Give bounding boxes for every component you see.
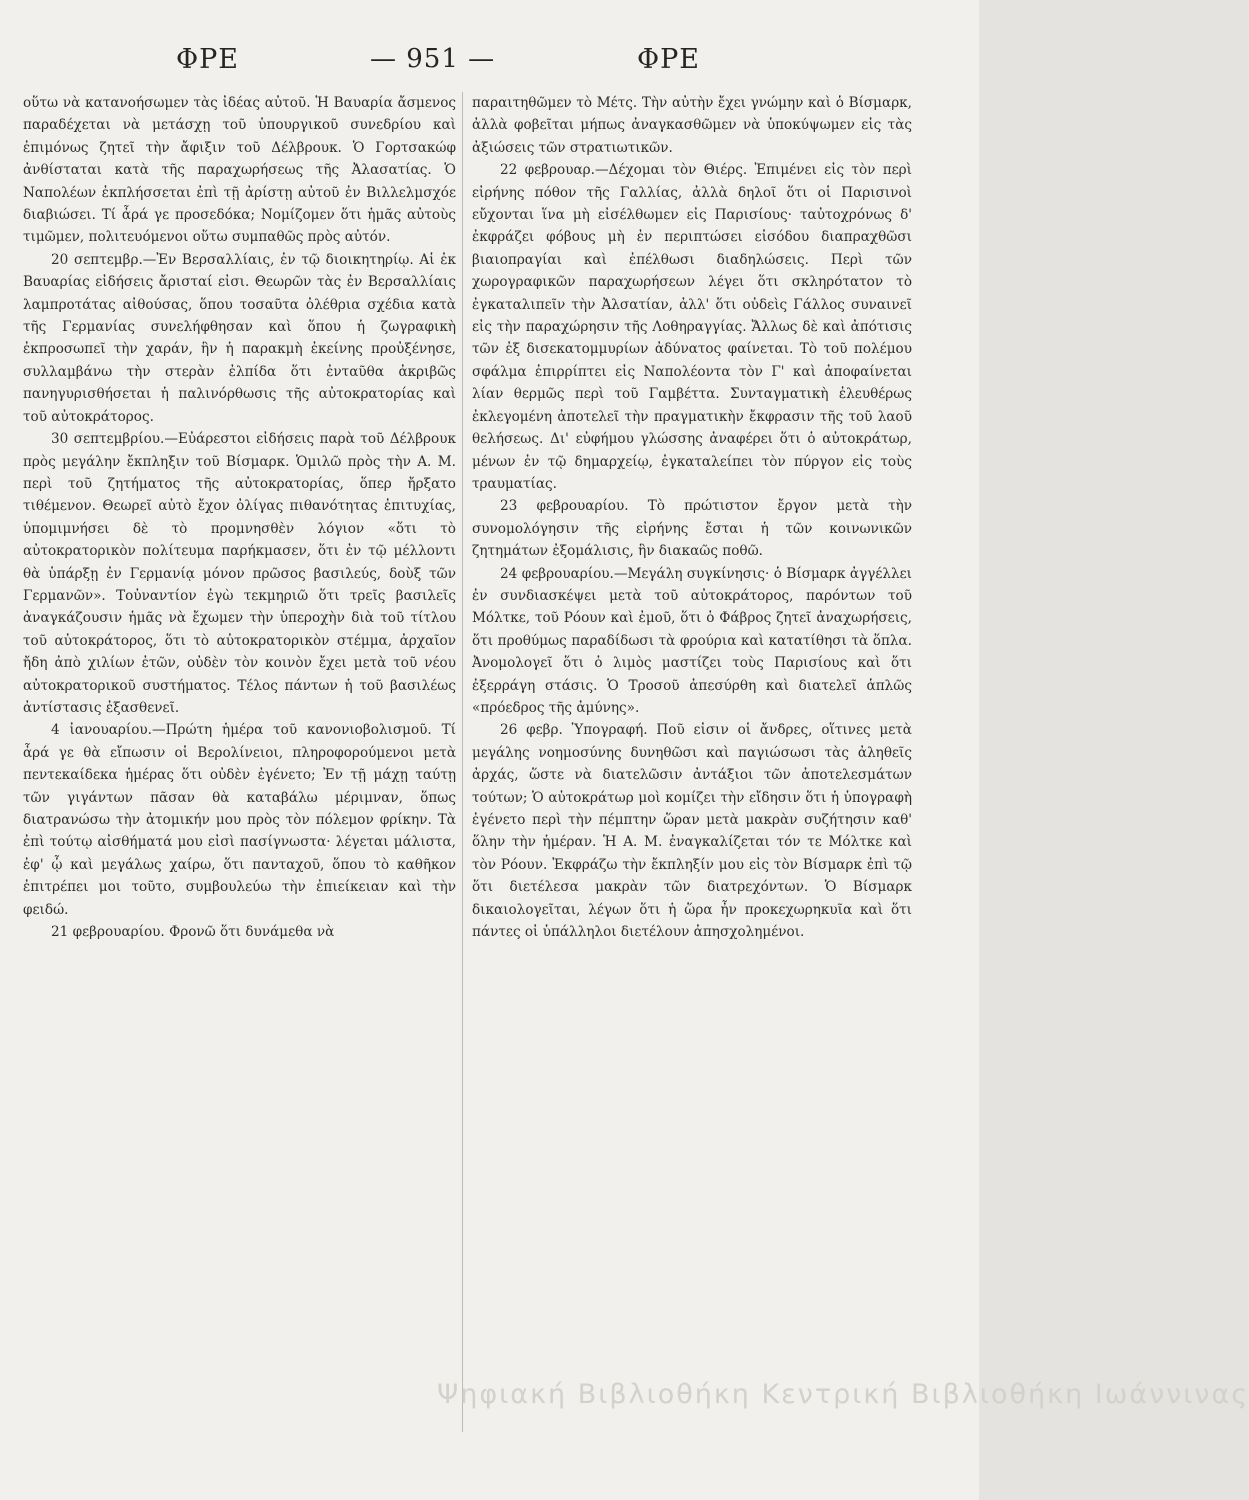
paragraph: 30 σεπτεμβρίου.—Εὐάρεστοι εἰδήσεις παρὰ τοῦ Δέλβρουκ πρὸς μεγάλην ἔκπληξιν τοῦ Βίσμαρκ. Ὁμιλῶ πρὸς τὴν Α. Μ. περὶ τοῦ ζητήματος τῆς αὐτοκρατορίας, ὅπερ ἤρξατο τιθέμενον. Θεωρεῖ αὐτὸ ἔχον ὀλίγας πιθανότητας ἐπιτυχίας, ὑπομιμνήσει δὲ τὸ προμνησθὲν λόγιον «ὅτι τὸ αὐτοκρατορικὸν πολίτευμα παρήκμασεν, ὅτι ἐν τῷ μέλλοντι θὰ ὑπάρξῃ ἐν Γερμανίᾳ μόνον πρῶσος βασιλεύς, δοὺξ τῶν Γερμανῶν». Τοὐναντίον ἐγὼ τεκμηριῶ ὅτι τρεῖς βασιλεῖς ἀναγκάζουσιν ἡμᾶς νὰ ἔχωμεν τὴν ὑπεροχὴν διὰ τοῦ τίτλου τοῦ αὐτοκράτορος, ὅτι τὸ αὐτοκρατορικὸν στέμμα, ἀρχαῖον ἤδη ἀπὸ χιλίων ἐτῶν, οὐδὲν τὸν κοινὸν ἔχει μετὰ τοῦ νέου αὐτοκρατορικοῦ συστήματος. Τέλος πάντων ἡ τοῦ βασιλέως ἀντίστασις ἐξασθενεῖ. [23, 431, 456, 716]
page-number: — 951 — [370, 44, 496, 74]
right-column [472, 92, 912, 1437]
library-watermark: Ψηφιακή Βιβλιοθήκη Κεντρική Βιβλιοθήκη Ιωάννινας [437, 1379, 1249, 1410]
paragraph: 22 φεβρουαρ.—Δέχομαι τὸν Θιέρς. Ἐπιμένει εἰς τὸν περὶ εἰρήνης πόθον τῆς Γαλλίας, ἀλλὰ δηλοῖ ὅτι οἱ Παρισινοὶ εὔχονται ἵνα μὴ εἰσέλθωμεν εἰς Παρισίους· ταὐτοχρόνως δ' ἐκφράζει φόβους μὴ ἐν περιπτώσει εἰσόδου διαπραχθῶσι βιαιοπραγίαι καὶ ἐπέλθωσι διαδηλώσεις. Περὶ τῶν χωρογραφικῶν παραχωρήσεων λέγει ὅτι σκληρότατον τὸ ἐγκαταλιπεῖν τὴν Ἀλσατίαν, ἀλλ' ὅτι οὐδεὶς Γάλλος συναινεῖ εἰς τὴν παραχώρησιν τῆς Λοθηραγγίας. Ἄλλως δὲ καὶ ἀπότισις τῶν ἐξ δισεκατομμυρίων ἀδύνατος φαίνεται. Τὸ τοῦ πολέμου σφάλμα ἐπιρρίπτει εἰς Ναπολέοντα τὸν Γ' καὶ ἀποφαίνεται λίαν θερμῶς περὶ τοῦ Γαμβέττα. Συνταγματικὴ ἐλευθέρως ἐκλεγομένη ἀποτελεῖ τὴν πραγματικὴν ἔκφρασιν τῆς τοῦ λαοῦ θελήσεως. Δι' εὐφήμου γλώσσης ἀναφέρει ὅτι ὁ αὐτοκράτωρ, μένων ἐν τῷ δημαρχείῳ, ἐγκαταλείπει τὸν πύργον εἰς τοὺς τραυματίας. [472, 162, 912, 492]
paragraph: 20 σεπτεμβρ.—Ἐν Βερσαλλίαις, ἐν τῷ διοικητηρίῳ. Αἱ ἐκ Βαυαρίας εἰδήσεις ἄρισταί εἰσι. Θεωρῶν τὰς ἐν Βερσαλλίαις λαμπροτάτας αἰθούσας, ὅπου τοσαῦτα ὀλέθρια σχέδια κατὰ τῆς Γερμανίας συνελήφθησαν καὶ ὅπου ἡ ζωγραφικὴ ἐκπροσωπεῖ τὴν χαράν, ἣν ἡ παρακμὴ ἐκείνης προὐξένησε, συλλαμβάνω τὴν στερὰν ἐλπίδα ὅτι ἐνταῦθα ἀκριβῶς πανηγυρισθήσεται ἡ παλινόρθωσις τῆς αὐτοκρατορίας καὶ τοῦ αὐτοκράτορος. [23, 251, 456, 425]
paragraph: 24 φεβρουαρίου.—Μεγάλη συγκίνησις· ὁ Βίσμαρκ ἀγγέλλει ἐν συνδιασκέψει μετὰ τοῦ αὐτοκράτορος, παρόντων τοῦ Μόλτκε, τοῦ Ρόουν καὶ ἐμοῦ, ὅτι ὁ Φάβρος ζητεῖ ἀναχωρήσεις, ὅτι προθύμως παραδίδωσι τὰ φρούρια καὶ κατατίθησι τὰ ὅπλα. Ἀνομολογεῖ ὅτι ὁ λιμὸς μαστίζει τοὺς Παρισίους καὶ ὅτι ἐξερράγη στάσις. Ὁ Τροσοῦ ἀπεσύρθη καὶ διατελεῖ ἁπλῶς «πρόεδρος τῆς ἀμύνης». [472, 565, 912, 716]
paragraph: παραιτηθῶμεν τὸ Μέτς. Τὴν αὐτὴν ἔχει γνώμην καὶ ὁ Βίσμαρκ, ἀλλὰ φοβεῖται μήπως ἀναγκασθῶμεν νὰ ὑποκύψωμεν εἰς τὰς ἀξιώσεις τῶν στρατιωτικῶν. [472, 95, 912, 156]
paragraph: 23 φεβρουαρίου. Τὸ πρώτιστον ἔργον μετὰ τὴν συνομολόγησιν τῆς εἰρήνης ἔσται ἡ τῶν κοινωνικῶν ζητημάτων ἐξομάλισις, ἣν διακαῶς ποθῶ. [472, 498, 912, 560]
paragraph: οὕτω νὰ κατανοήσωμεν τὰς ἰδέας αὐτοῦ. Ἡ Βαυαρία ἄσμενος παραδέχεται νὰ μετάσχῃ τοῦ ὑπουργικοῦ συνεδρίου καὶ ἐπιμόνως ζητεῖ τὴν ἄφιξιν τοῦ Δέλβρουκ. Ὁ Γορτσακώφ ἀνθίσταται κατὰ τῆς παραχωρήσεως τῆς Ἀλασατίας. Ὁ Ναπολέων ἐκπλήσσεται ἐπὶ τῇ ἀρίστῃ αὐτοῦ ἐν Βιλλελμσχόε διαβιώσει. Τί ἆρά γε προσεδόκα; Νομίζομεν ὅτι ἡμᾶς αὐτοὺς τιμῶμεν, πολιτευόμενοι οὕτω συμπαθῶς πρὸς αὐτόν. [23, 95, 456, 246]
paragraph: 21 φεβρουαρίου. Φρονῶ ὅτι δυνάμεθα νὰ [51, 924, 335, 941]
running-head [0, 44, 979, 84]
header-left-guide-word: ΦΡΕ [176, 44, 240, 75]
header-right-guide-word: ΦΡΕ [637, 44, 701, 75]
left-column [23, 92, 456, 1437]
column-divider [462, 92, 463, 1432]
paragraph: 4 ἰανουαρίου.—Πρώτη ἡμέρα τοῦ κανονιοβολισμοῦ. Τί ἆρά γε θὰ εἴπωσιν οἱ Βερολίνειοι, πληροφορούμενοι μετὰ πεντεκαίδεκα ἡμέρας ὅτι οὐδὲν ἐγένετο; Ἐν τῇ μάχῃ ταύτῃ τῶν γιγάντων πᾶσαν θὰ καταβάλω μέριμναν, ὅπως διατρανώσω τὴν ἀτομικήν μου πρὸς τὸν πόλεμον φρίκην. Τὰ ἐπὶ τούτῳ αἰσθήματά μου εἰσὶ πασίγνωστα· λέγεται μάλιστα, ἐφ' ᾧ καὶ μεγάλως χαίρω, ὅτι πανταχοῦ, ὅπου τὸ καθῆκον ἐπιτρέπει μοι τοῦτο, συμβουλεύω τὴν ἐπιείκειαν καὶ τὴν φειδώ. [23, 722, 456, 918]
paragraph: 26 φεβρ. Ὑπογραφή. Ποῦ εἰσιν οἱ ἄνδρες, οἵτινες μετὰ μεγάλης νοημοσύνης δυνηθῶσι καὶ παγιώσωσι τὰς ἀληθεῖς ἀρχάς, ὥστε νὰ διατελῶσιν ἀντάξιοι τῶν ἀποτελεσμάτων τούτων; Ὁ αὐτοκράτωρ μοὶ κομίζει τὴν εἴδησιν ὅτι ἡ ὑπογραφὴ ἐγένετο περὶ τὴν πέμπτην ὥραν μετὰ μακρὰν συζήτησιν καθ' ὅλην τὴν ἡμέραν. Ἡ Α. Μ. ἐναγκαλίζεται τόν τε Μόλτκε καὶ τὸν Ρόουν. Ἐκφράζω τὴν ἔκπληξίν μου εἰς τὸν Βίσμαρκ ἐπὶ τῷ ὅτι διετέλεσα μακρὰν τῶν διατρεχόντων. Ὁ Βίσμαρκ δικαιολογεῖται, λέγων ὅτι ἡ ὥρα ἦν προκεχωρηκυῖα καὶ ὅτι πάντες οἱ ὑπάλληλοι διετέλουν ἀπησχολημένοι. [472, 722, 912, 941]
